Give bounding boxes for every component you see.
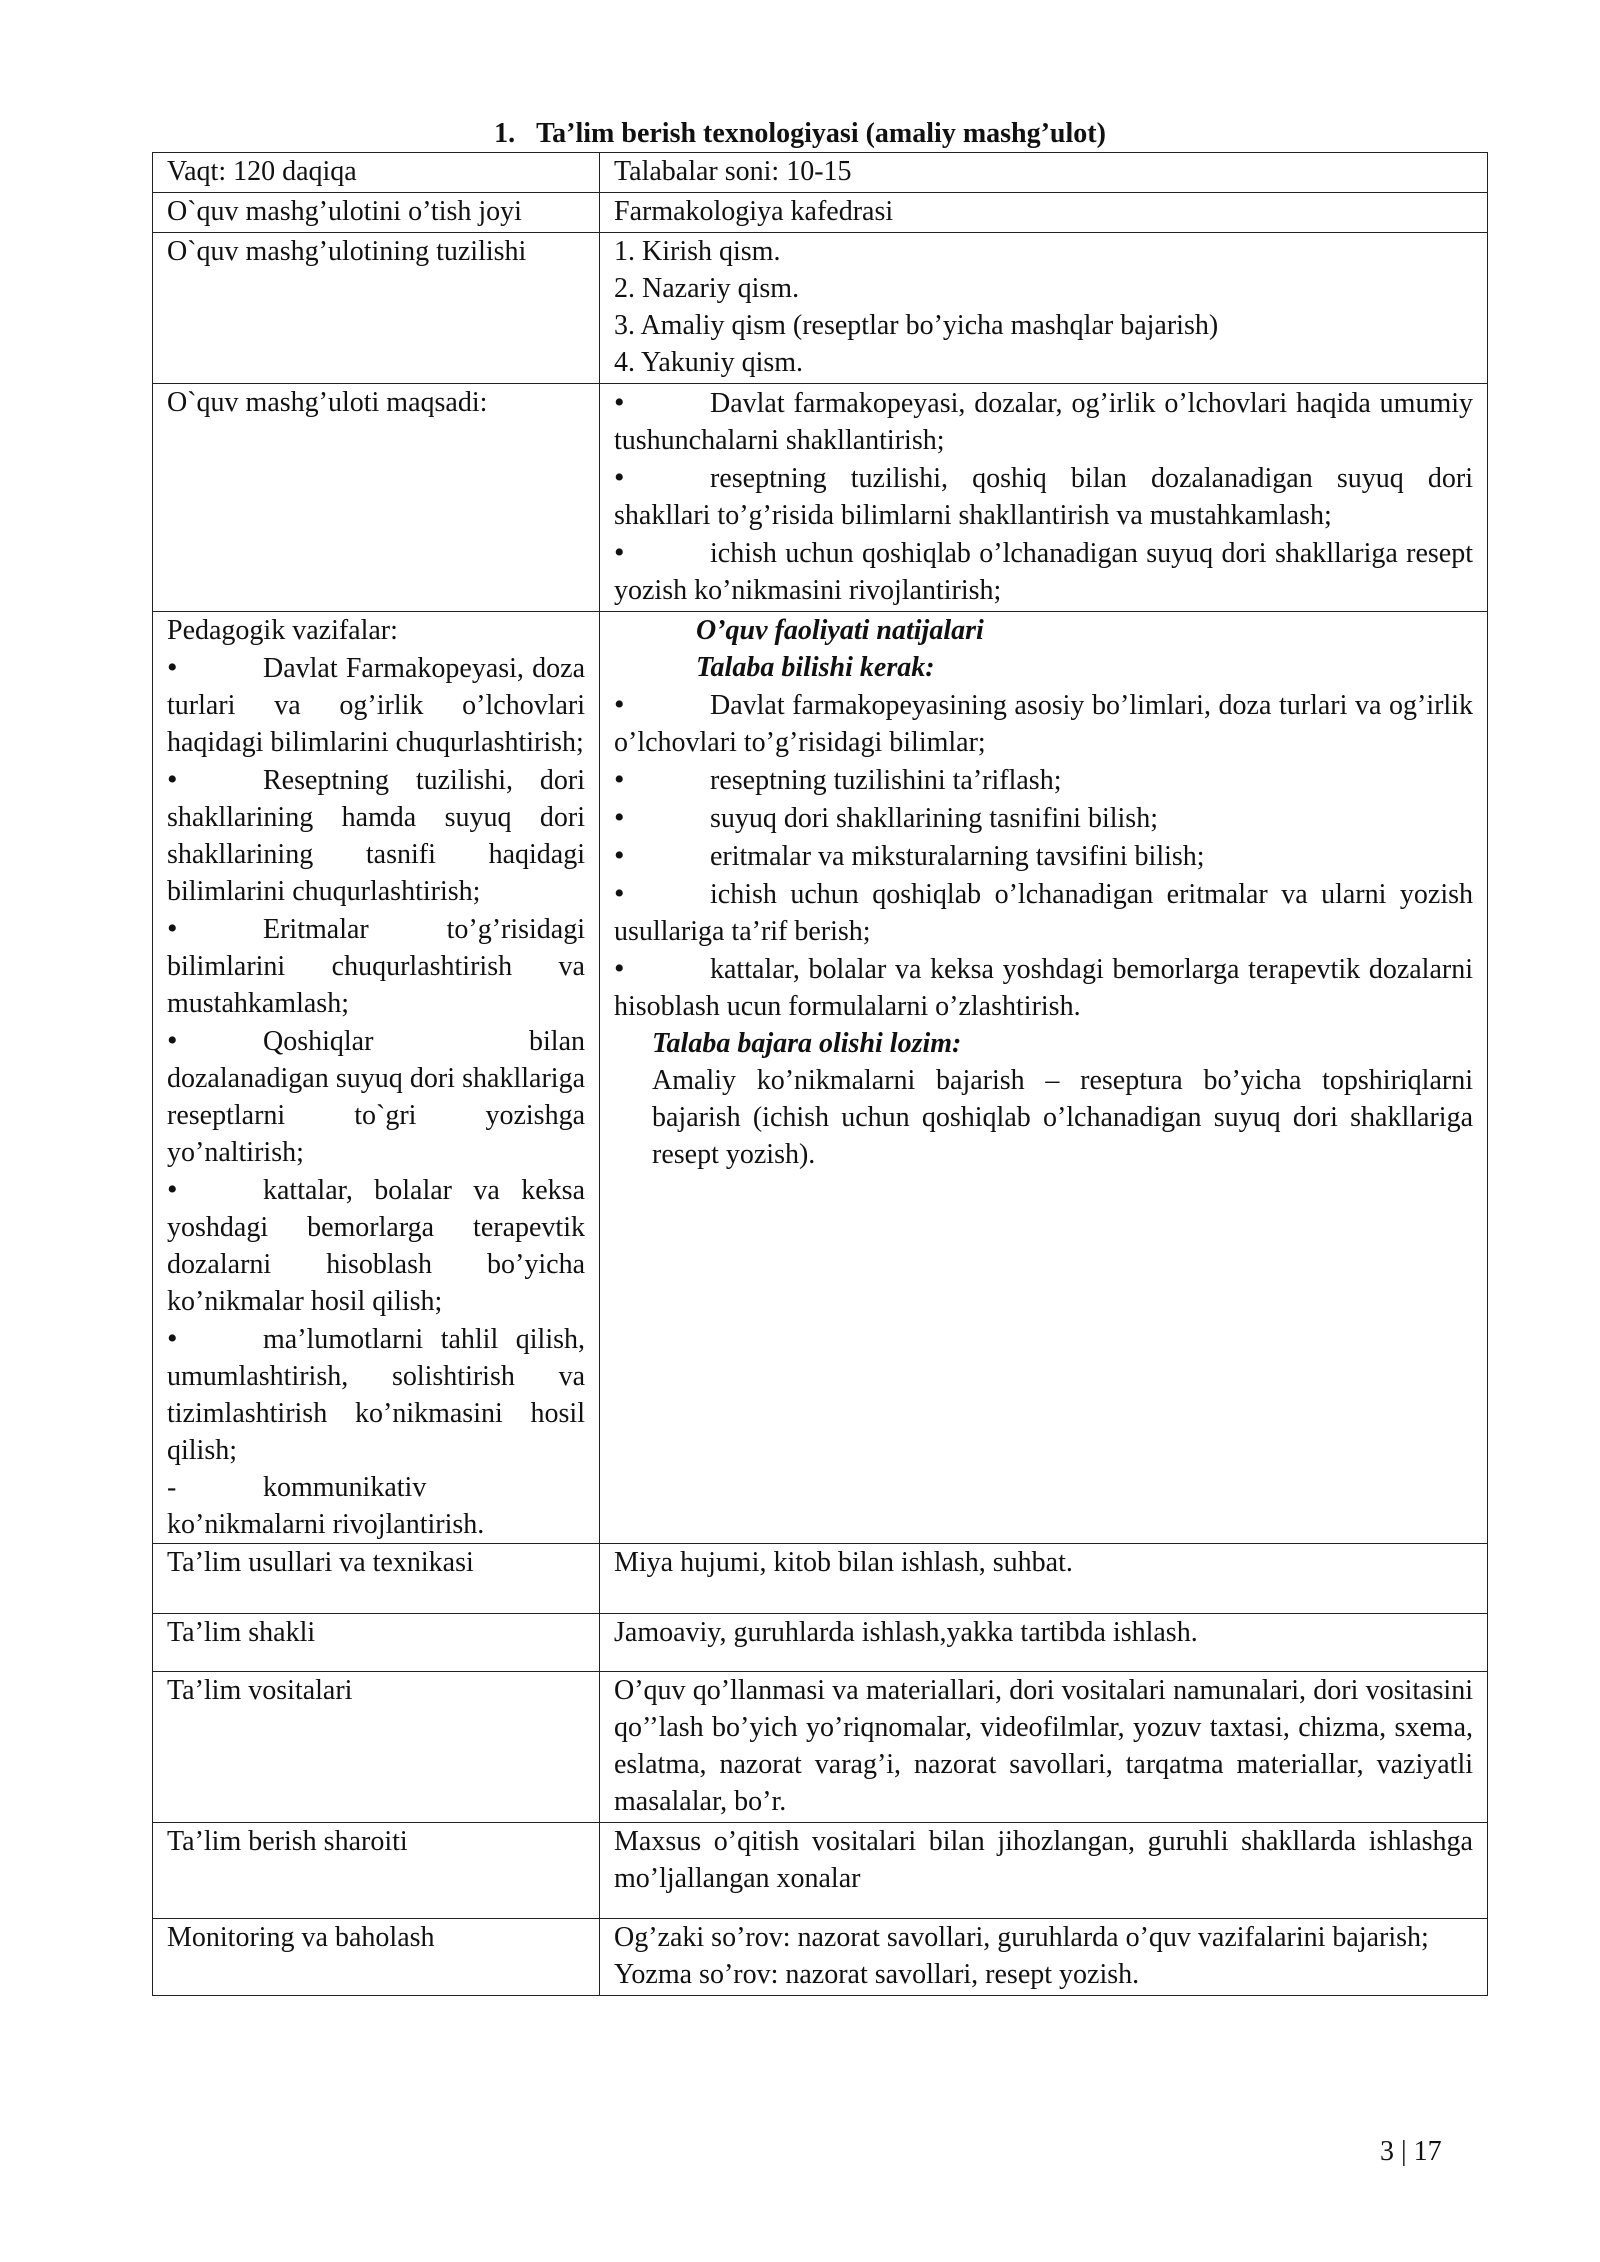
list-item: - kommunikativ ko’nikmalarni rivojlantirish. [167, 1469, 585, 1543]
pedagogical-tasks [153, 612, 600, 1544]
list-item: •Davlat farmakopeyasining asosiy bo’limlari, doza turlari va og’irlik o’lchovlari to’g’risidagi bilimlar; [614, 686, 1473, 761]
list-item: •kattalar, bolalar va keksa yoshdagi bemorlarga terapevtik dozalarni hisoblash bo’yicha ko’nikmalar hosil qilish; [167, 1171, 585, 1320]
table-row [153, 1919, 1488, 1996]
list-item: •reseptning tuzilishini ta’riflash; [614, 761, 1473, 799]
monitoring-written: Yozma so’rov: nazorat savollari, resept yozish. [614, 1959, 1140, 1990]
list-item: •Eritmalar to’g’risidagi bilimlarini chuqurlashtirish va mustahkamlash; [167, 910, 585, 1022]
place-value: Farmakologiya kafedrasi [600, 193, 1488, 233]
list-item: •suyuq dori shakllarining tasnifini bilish; [614, 799, 1473, 837]
methods-value: Miya hujumi, kitob bilan ishlash, suhbat. [600, 1544, 1488, 1614]
list-item: 1. Kirish qism. [614, 236, 781, 267]
bullet-icon [167, 1320, 263, 1358]
list-item: •ma’lumotlarni tahlil qilish, umumlashtirish, solishtirish va tizimlashtirish ko’nikmasini hosil qilish; [167, 1320, 585, 1469]
bullet-icon [614, 459, 710, 497]
list-item: •Qoshiqlar bilan dozalanadigan suyuq dori shakllariga reseptlarni to`gri yozishga yo’naltirish; [167, 1022, 585, 1171]
table-row [153, 384, 1488, 612]
bullet-icon [167, 761, 263, 799]
ped-label: Pedagogik vazifalar: [167, 615, 398, 646]
bullet-icon [614, 950, 710, 988]
list-item: •ichish uchun qoshiqlab o’lchanadigan suyuq dori shakllariga resept yozish ko’nikmasini rivojlantirish; [614, 534, 1473, 609]
table-row [153, 233, 1488, 384]
place-label: O`quv mashg’ulotini o’tish joyi [153, 193, 600, 233]
table-row [153, 1544, 1488, 1614]
bullet-icon [167, 1171, 263, 1209]
list-item: • Davlat farmakopeyasi, dozalar, og’irlik o’lchovlari haqida umumiy tushunchalarni shakllantirish; [614, 384, 1473, 459]
goal-list [600, 384, 1488, 612]
structure-list [600, 233, 1488, 384]
goal-label: O`quv mashg’uloti maqsadi: [153, 384, 600, 612]
do-text: Amaliy ko’nikmalarni bajarish – reseptura bo’yicha topshiriqlarni bajarish (ichish uchun qoshiqlab o’lchanadigan suyuq dori shakllariga resept yozish). [652, 1065, 1473, 1170]
students-cell: Talabalar soni: 10-15 [600, 153, 1488, 193]
page-number: 3 | 17 [1380, 2136, 1442, 2167]
list-item: •kattalar, bolalar va keksa yoshdagi bemorlarga terapevtik dozalarni hisoblash ucun formulalarni o’zlashtirish. [614, 950, 1473, 1025]
bullet-icon [614, 837, 710, 875]
table-row [153, 193, 1488, 233]
list-item: 4. Yakuniy qism. [614, 347, 804, 378]
outcomes-heading: O’quv faoliyati natijalari [696, 615, 984, 646]
time-cell: Vaqt: 120 daqiqa [153, 153, 600, 193]
bullet-icon [614, 799, 710, 837]
methods-label: Ta’lim usullari va texnikasi [153, 1544, 600, 1614]
tools-value: O’quv qo’llanmasi va materiallari, dori vositalari namunalari, dori vositasini qo’’lash bo’yich yo’riqnomalar, videofilmlar, yozuv taxtasi, chizma, sxema, eslatma, nazorat varag’i, nazorat savollari, tarqatma materiallar, vaziyatli masalalar, bo’r. [600, 1672, 1488, 1823]
list-item: •Davlat Farmakopeyasi, doza turlari va og’irlik o’lchovlari haqidagi bilimlarini chuqurlashtirish; [167, 649, 585, 761]
list-item: •ichish uchun qoshiqlab o’lchanadigan eritmalar va ularni yozish usullariga ta’rif berish; [614, 875, 1473, 950]
table-row [153, 1672, 1488, 1823]
list-item: 2. Nazariy qism. [614, 273, 800, 304]
learning-outcomes [600, 612, 1488, 1544]
bullet-icon [614, 534, 710, 572]
monitoring-oral: Og’zaki so’rov: nazorat savollari, guruhlarda o’quv vazifalarini bajarish; [614, 1922, 1429, 1953]
form-value: Jamoaviy, guruhlarda ishlash,yakka tartibda ishlash. [600, 1614, 1488, 1672]
list-item: 3. Amaliy qism (reseptlar bo’yicha mashqlar bajarish) [614, 310, 1219, 341]
lesson-plan-table [152, 152, 1488, 1996]
bullet-icon [167, 649, 263, 687]
form-label: Ta’lim shakli [153, 1614, 600, 1672]
dash-marker: - [167, 1472, 177, 1503]
know-heading: Talaba bilishi kerak: [696, 652, 935, 683]
conditions-label: Ta’lim berish sharoiti [153, 1823, 600, 1919]
conditions-value: Maxsus o’qitish vositalari bilan jihozlangan, guruhli shakllarda ishlashga mo’ljallangan xonalar [600, 1823, 1488, 1919]
list-item: •reseptning tuzilishi, qoshiq bilan dozalanadigan suyuq dori shakllari to’g’risida bilimlarni shakllantirish va mustahkamlash; [614, 459, 1473, 534]
bullet-icon [614, 875, 710, 913]
tools-label: Ta’lim vositalari [153, 1672, 600, 1823]
bullet-icon [167, 910, 263, 948]
list-item: •Reseptning tuzilishi, dori shakllarining hamda suyuq dori shakllarining tasnifi haqidagi bilimlarini chuqurlashtirish; [167, 761, 585, 910]
bullet-icon [167, 1022, 263, 1060]
list-item: •eritmalar va miksturalarning tavsifini bilish; [614, 837, 1473, 875]
monitoring-value [600, 1919, 1488, 1996]
table-row [153, 1614, 1488, 1672]
bullet-icon [614, 686, 710, 724]
page-title: 1. Ta’lim berish texnologiyasi (amaliy mashg’ulot) [494, 118, 1106, 149]
bullet-icon [614, 761, 710, 799]
monitoring-label: Monitoring va baholash [153, 1919, 600, 1996]
table-row [153, 1823, 1488, 1919]
do-heading: Talaba bajara olishi lozim: [652, 1028, 962, 1059]
bullet-icon [614, 384, 710, 422]
structure-label: O`quv mashg’ulotining tuzilishi [153, 233, 600, 384]
table-row [153, 612, 1488, 1544]
table-row [153, 153, 1488, 193]
